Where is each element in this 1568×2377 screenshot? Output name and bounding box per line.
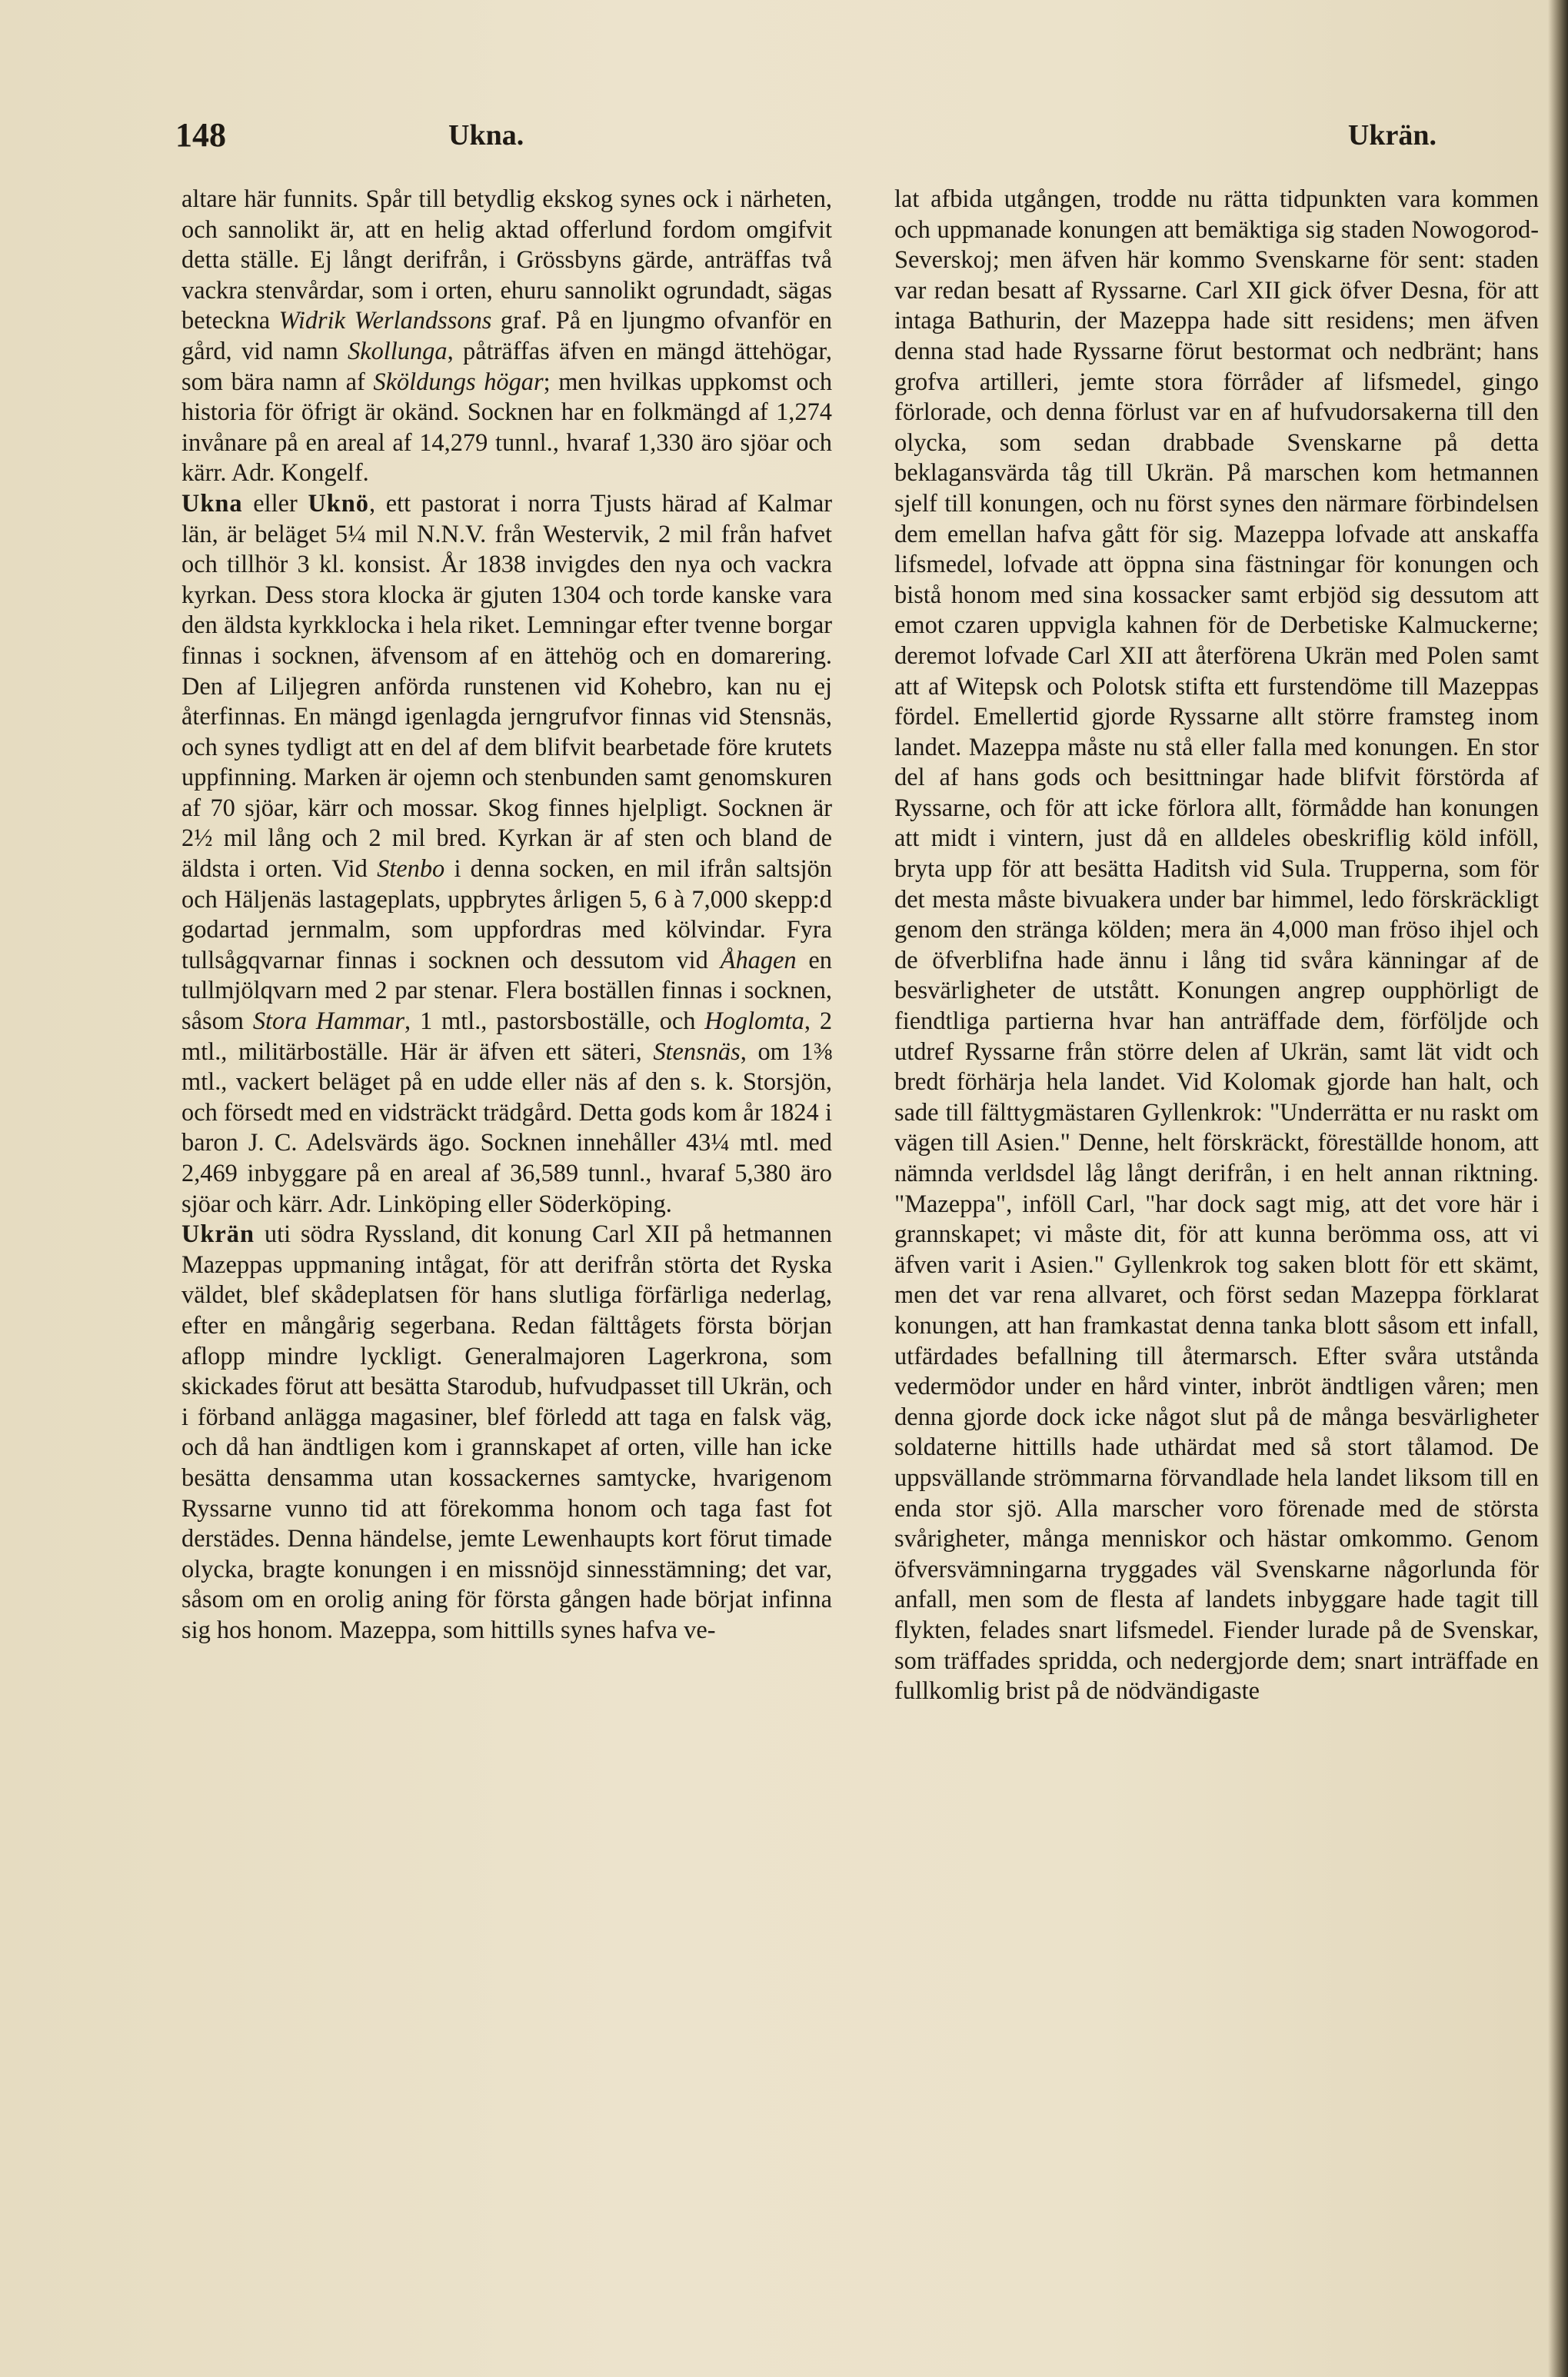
page-header bbox=[175, 115, 1513, 161]
running-head-left: Ukna. bbox=[448, 119, 524, 151]
right-column bbox=[894, 185, 1539, 1707]
entry-ukna: Ukna eller Uknö, ett pastorat i norra Tjusts härad af Kalmar län, är beläget 5¼ mil N.N.V. från Westervik, 2 mil från hafvet och tillhör 3 kl. konsist. År 1838 invigdes den nya och vackra kyrkan. Dess stora klocka är gjuten 1304 och torde kanske vara den äldsta kyrkklocka i hela riket. Lemningar efter tvenne borgar finnas i socknen, äfvensom af en ättehög och en domarering. Den af Liljegren anförda runstenen vid Kohebro, kan nu ej återfinnas. En mängd igenlagda jerngrufvor finnas vid Stensnäs, och synes tydligt att en del af dem blifvit bearbetade före krutets uppfinning. Marken är ojemn och stenbunden samt genomskuren af 70 sjöar, kärr och mossar. Skog finnes hjelpligt. Socknen är 2½ mil lång och 2 mil bred. Kyrkan är af sten och bland de äldsta i orten. Vid Stenbo i denna socken, en mil ifrån saltsjön och Häljenäs lastageplats, uppbrytes årligen 5, 6 à 7,000 skepp:d godartad jernmalm, som uppfordras med kölvindar. Fyra tullsågqvarnar finnas i socknen och dessutom vid Åhagen en tullmjölqvarn med 2 par stenar. Flera boställen finnas i socknen, såsom Stora Hammar, 1 mtl., pastorsboställe, och Hoglomta, 2 mtl., militärboställe. Här är äfven ett säteri, Stensnäs, om 1⅜ mtl., vackert beläget på en udde eller näs af den s. k. Storsjön, och försedt med en vidsträckt trädgård. Detta gods kom år 1824 i baron J. C. Adelsvärds ägo. Socknen innehåller 43¼ mtl. med 2,469 inbyggare på en areal af 36,589 tunnl., hvaraf 5,380 äro sjöar och kärr. Adr. Linköping eller Söderköping. bbox=[181, 489, 833, 1218]
entry-ukran: Ukrän uti södra Ryssland, dit konung Carl XII på hetmannen Mazeppas uppmaning intågat, för att derifrån störta det Ryska väldet, blef skådeplatsen för hans slutliga förfärliga nederlag, efter en mångårig segerbana. Redan fälttågets första början aflopp mindre lyckligt. Generalmajoren Lagerkrona, som skickades förut att besätta Starodub, hufvudpasset till Ukrän, och i förband anlägga magasiner, blef förledd att taga en falsk väg, och då han ändtligen kom i grannskapet af orten, ville han icke besätta densamma utan kossackernes samtycke, hvarigenom Ryssarne vunno tid att förekomma honom och taga fast fot derstädes. Denna händelse, jemte Lewenhaupts kort förut timade olycka, bragte konungen i en missnöjd sinnesstämning; det var, såsom om en orolig aning för första gången hade börjat infinna sig hos honom. Mazeppa, som hittills synes hafva ve- bbox=[181, 1220, 832, 1644]
left-column bbox=[181, 185, 832, 1646]
paragraph-continuation: altare här funnits. Spår till betydlig ekskog synes ock i närheten, och sannolikt är, att en helig aktad offerlund fordom omgifvit detta ställe. Ej långt derifrån, i Grössbyns gärde, anträffas två vackra stenvårdar, som i orten, ehuru sannolikt ogrundadt, sägas beteckna Widrik Werlandssons graf. På en ljungmo ofvanför en gård, vid namn Skollunga, påträffas äfven en mängd ättehögar, som bära namn af Sköldungs högar; men hvilkas uppkomst och historia för öfrigt är okänd. Socknen har en folkmängd af 1,274 invånare på en areal af 14,279 tunnl., hvaraf 1,330 äro sjöar och kärr. Adr. Kongelf. bbox=[181, 185, 833, 488]
headword: Ukna bbox=[181, 489, 243, 518]
running-head-right: Ukrän. bbox=[1347, 119, 1437, 151]
paragraph-continuation: lat afbida utgången, trodde nu rätta tidpunkten vara kommen och uppmanade konungen att bemäktiga sig staden Nowogorod-Severskoj; men äfven här kommo Svenskarne för sent: staden var redan besatt af Ryssarne. Carl XII gick öfver Desna, för att intaga Bathurin, der Mazeppa hade sitt residens; men äfven denna stad hade Ryssarne förut bestormat och nedbränt; hans grofva artilleri, jemte stora förråder af lifsmedel, gingo förlorade, och denna förlust var en af hufvudorsakerna till den olycka, som sedan drabbade Svenskarne på detta beklagansvärda tåg till Ukrän. På marschen kom hetmannen sjelf till konungen, och nu först synes den närmare förbindelsen dem emellan hafva gått för sig. Mazeppa lofvade att anskaffa lifsmedel, lofvade att öppna sina fästningar för konungen och bistå honom med sina kossacker samt erbjöd sig dessutom att emot czaren uppvigla kahnen för de Derbetiske Kalmuckerne; deremot lofvade Carl XII att återförena Ukrän med Polen samt att af Witepsk och Polotsk stifta ett furstendöme till Mazeppas fördel. Emellertid gjorde Ryssarne allt större framsteg inom landet. Mazeppa måste nu stå eller falla med konungen. En stor del af hans gods och besittningar hade blifvit förstörda af Ryssarne, och för att icke förlora allt, förmådde han konungen att midt i vintern, just då en alldeles obeskriflig köld inföll, bryta upp för att besätta Haditsh vid Sula. Trupperna, som för det mesta måste bivuakera under bar himmel, ledo förskräckligt genom den stränga kölden; mera än 4,000 man fröso ihjel och de öfverblifna hade ännu i lång tid svåra känningar af de besvärligheter de utstått. Konungen angrep oupphörligt de fiendtliga partierna hvar han anträffade dem, förföljde och utdref Ryssarne från större delen af Ukrän, samt lät vidt och bredt förhärja hela landet. Vid Kolomak gjorde han halt, och sade till fälttygmästaren Gyllenkrok: "Underrätta er nu raskt om vägen till Asien." Denne, helt förskräckt, föreställde honom, att nämnda verldsdel låg långt derifrån, i en helt annan riktning. "Mazeppa", inföll Carl, "har dock sagt mig, att det vore här i grannskapet; vi måste dit, för att kunna berömma oss, att vi äfven varit i Asien." Gyllenkrok tog saken blott för ett skämt, men det var rena allvaret, och först sedan Mazeppa förklarat konungen, att han framkastat denna tanka blott såsom ett infall, utfärdades befallning till återmarsch. Efter svåra utstånda vedermödor under en hård vinter, inbröt ändtligen våren; men denna gjorde dock icke något slut på de många besvärligheter soldaterne hittills hade uthärdat med så stort tålamod. De uppsvällande strömmarna förvandlade hela landet liksom till en enda stor sjö. Alla marscher voro förenade med de största svårigheter, många menniskor och hästar omkommo. Genom öfversvämningarna tryggades väl Svenskarne någorlunda för anfall, men som de flesta af landets inbyggare hade tagit till flykten, felades snart lifsmedel. Fiender lurade på de Svenskar, som träffades spridda, och nedergjorde dem; snart inträffade en fullkomlig brist på de nödvändigaste bbox=[894, 185, 1539, 1706]
headword: Ukrän bbox=[181, 1220, 255, 1249]
page-number: 148 bbox=[175, 116, 226, 154]
headword: Uknö bbox=[308, 489, 369, 518]
